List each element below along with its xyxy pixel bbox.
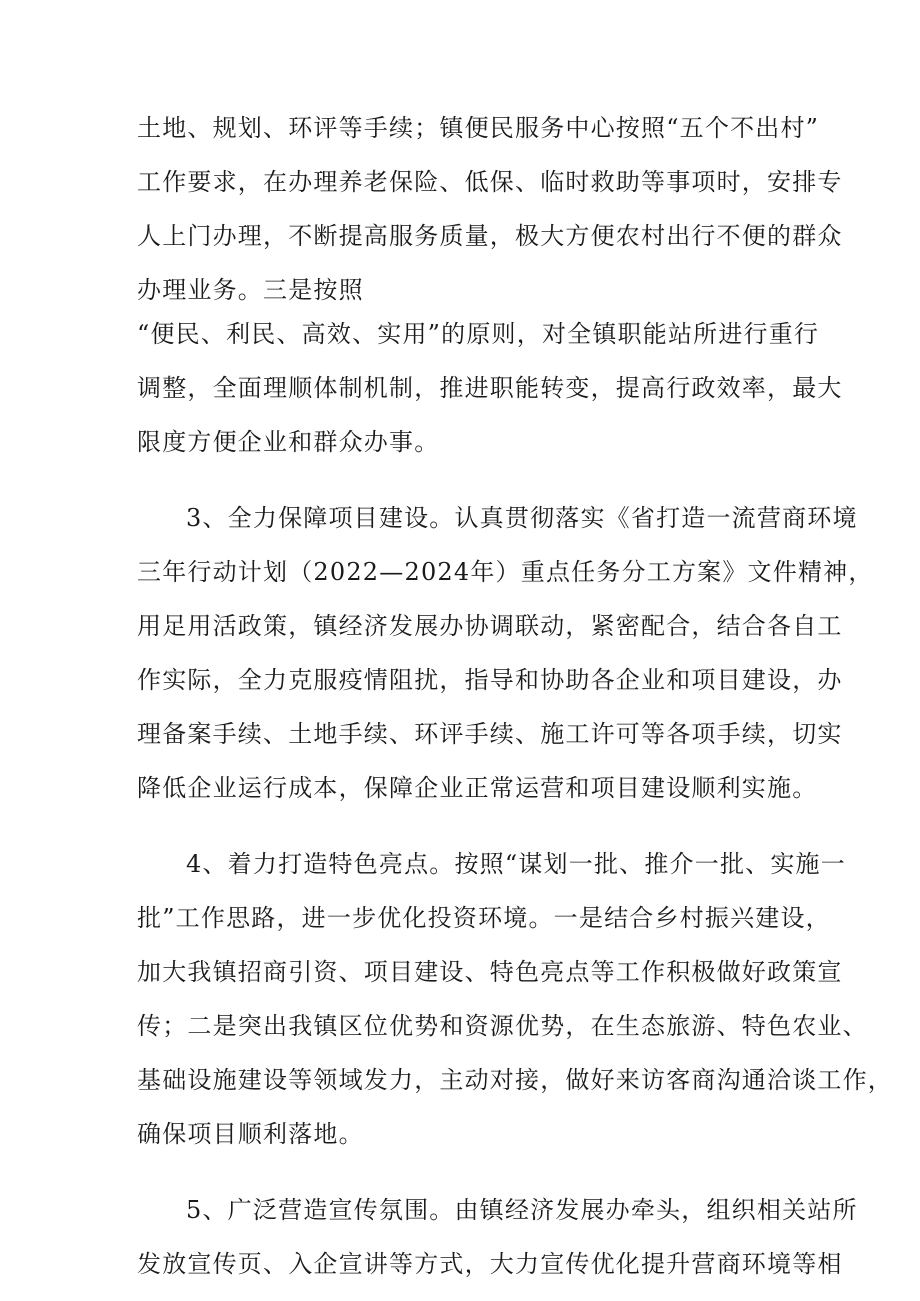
- text-line: 批”工作思路，进一步优化投资环境。一是结合乡村振兴建设，: [137, 904, 831, 932]
- text-line: 发放宣传页、入企宣讲等方式，大力宣传优化提升营商环境等相: [137, 1250, 843, 1278]
- section-3-heading-line: 3、全力保障项目建设。认真贯彻落实《省打造一流营商环境: [186, 504, 858, 532]
- text-line: 作实际，全力克服疫情阻扰，指导和协助各企业和项目建设，办: [137, 666, 843, 694]
- text-line: 用足用活政策，镇经济发展办协调联动，紧密配合，结合各自工: [137, 612, 843, 640]
- text-line: 人上门办理，不断提高服务质量，极大方便农村出行不便的群众: [137, 222, 843, 250]
- text-line: 工作要求，在办理养老保险、低保、临时救助等事项时，安排专: [137, 168, 843, 196]
- text-line: 土地、规划、环评等手续；镇便民服务中心按照“五个不出村”: [137, 114, 820, 142]
- text-line: 限度方便企业和群众办事。: [137, 428, 440, 456]
- text-line: 理备案手续、土地手续、环评手续、施工许可等各项手续，切实: [137, 720, 843, 748]
- text-line: 降低企业运行成本，保障企业正常运营和项目建设顺利实施。: [137, 774, 818, 802]
- text-line: 调整，全面理顺体制机制，推进职能转变，提高行政效率，最大: [137, 374, 843, 402]
- text-line: “便民、利民、高效、实用”的原则，对全镇职能站所进行重行: [137, 320, 820, 348]
- section-5-heading-line: 5、广泛营造宣传氛围。由镇经济发展办牵头，组织相关站所: [186, 1196, 858, 1224]
- text-line: 加大我镇招商引资、项目建设、特色亮点等工作积极做好政策宣: [137, 958, 843, 986]
- text-line: 确保项目顺利落地。: [137, 1120, 364, 1148]
- section-4-heading-line: 4、着力打造特色亮点。按照“谋划一批、推介一批、实施一: [186, 850, 846, 878]
- text-line: 传；二是突出我镇区位优势和资源优势，在生态旅游、特色农业、: [137, 1012, 868, 1040]
- text-line: 三年行动计划（2022—2024年）重点任务分工方案》文件精神，: [137, 558, 874, 586]
- text-line: 基础设施建设等领域发力，主动对接，做好来访客商沟通洽谈工作，: [137, 1066, 893, 1094]
- text-line: 办理业务。三是按照: [137, 276, 364, 304]
